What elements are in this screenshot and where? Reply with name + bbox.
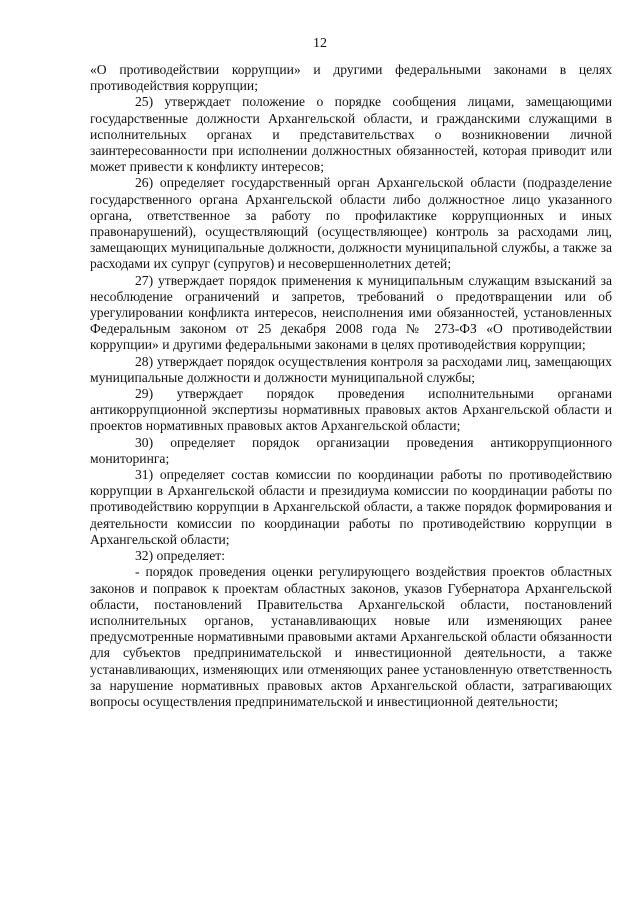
paragraph-item-31: 31) определяет состав комиссии по координации работы по противодействию коррупции в Архангельской области и президиума комиссии по координации работы по противодействию коррупции в Архангельской области, а также порядок формирования и деятельности комиссии по координации работы по противодействию коррупции в Архангельской области; <box>90 467 612 547</box>
paragraph-item-27: 27) утверждает порядок применения к муниципальным служащим взысканий за несоблюдение ограничений и запретов, требований о предотвращении или об урегулировании конфликта интересов, неисполнения ими обязанностей, установленных Федеральным законом от 25 декабря 2008 года № 273-ФЗ «О противодействии коррупции» и другими федеральными законами в целях противодействия коррупции; <box>90 272 612 353</box>
paragraph-item-32: 32) определяет: <box>135 548 225 564</box>
page-number: 12 <box>313 36 327 51</box>
paragraph-item-29: 29) утверждает порядок проведения исполнительными органами антикоррупционной экспертизы нормативных правовых актов Архангельской области и проектов нормативных правовых актов Архангельской области; <box>90 386 612 434</box>
paragraph-continuation: «О противодействии коррупции» и другими федеральными законами в целях противодействия коррупции; <box>90 62 612 94</box>
paragraph-subitem-regulatory-impact: - порядок проведения оценки регулирующего воздействия проектов областных законов и поправок к проектам областных законов, указов Губернатора Архангельской области, постановлений Правительства Архангельской области, постановлений исполнительных органов, устанавливающих новые или изменяющих ранее предусмотренные нормативными правовыми актами Архангельской области обязанности для субъектов предпринимательской и инвестиционной деятельности, а также устанавливающих, изменяющих или отменяющих ранее установленную ответственность за нарушение нормативных правовых актов Архангельской области, затрагивающих вопросы осуществления предпринимательской и инвестиционной деятельности; <box>90 564 612 709</box>
paragraph-item-28: 28) утверждает порядок осуществления контроля за расходами лиц, замещающих муниципальные должности и должности муниципальной службы; <box>90 353 612 385</box>
paragraph-item-25: 25) утверждает положение о порядке сообщения лицами, замещающими государственные должности Архангельской области, и гражданскими служащими в исполнительных органах и представительствах о возникновении личной заинтересованности при исполнении должностных обязанностей, которая приводит или может привести к конфликту интересов; <box>90 94 612 175</box>
paragraph-item-30: 30) определяет порядок организации проведения антикоррупционного мониторинга; <box>90 434 612 466</box>
paragraph-item-26: 26) определяет государственный орган Архангельской области (подразделение государственного органа Архангельской области либо должностное лицо указанного органа, ответственное за работу по профилактике коррупционных и иных правонарушений), осуществляющий (осуществляющее) контроль за расходами лиц, замещающих муниципальные должности, должности муниципальной службы, а также за расходами их супруг (супругов) и несовершеннолетних детей; <box>90 175 612 272</box>
document-body <box>90 62 612 710</box>
